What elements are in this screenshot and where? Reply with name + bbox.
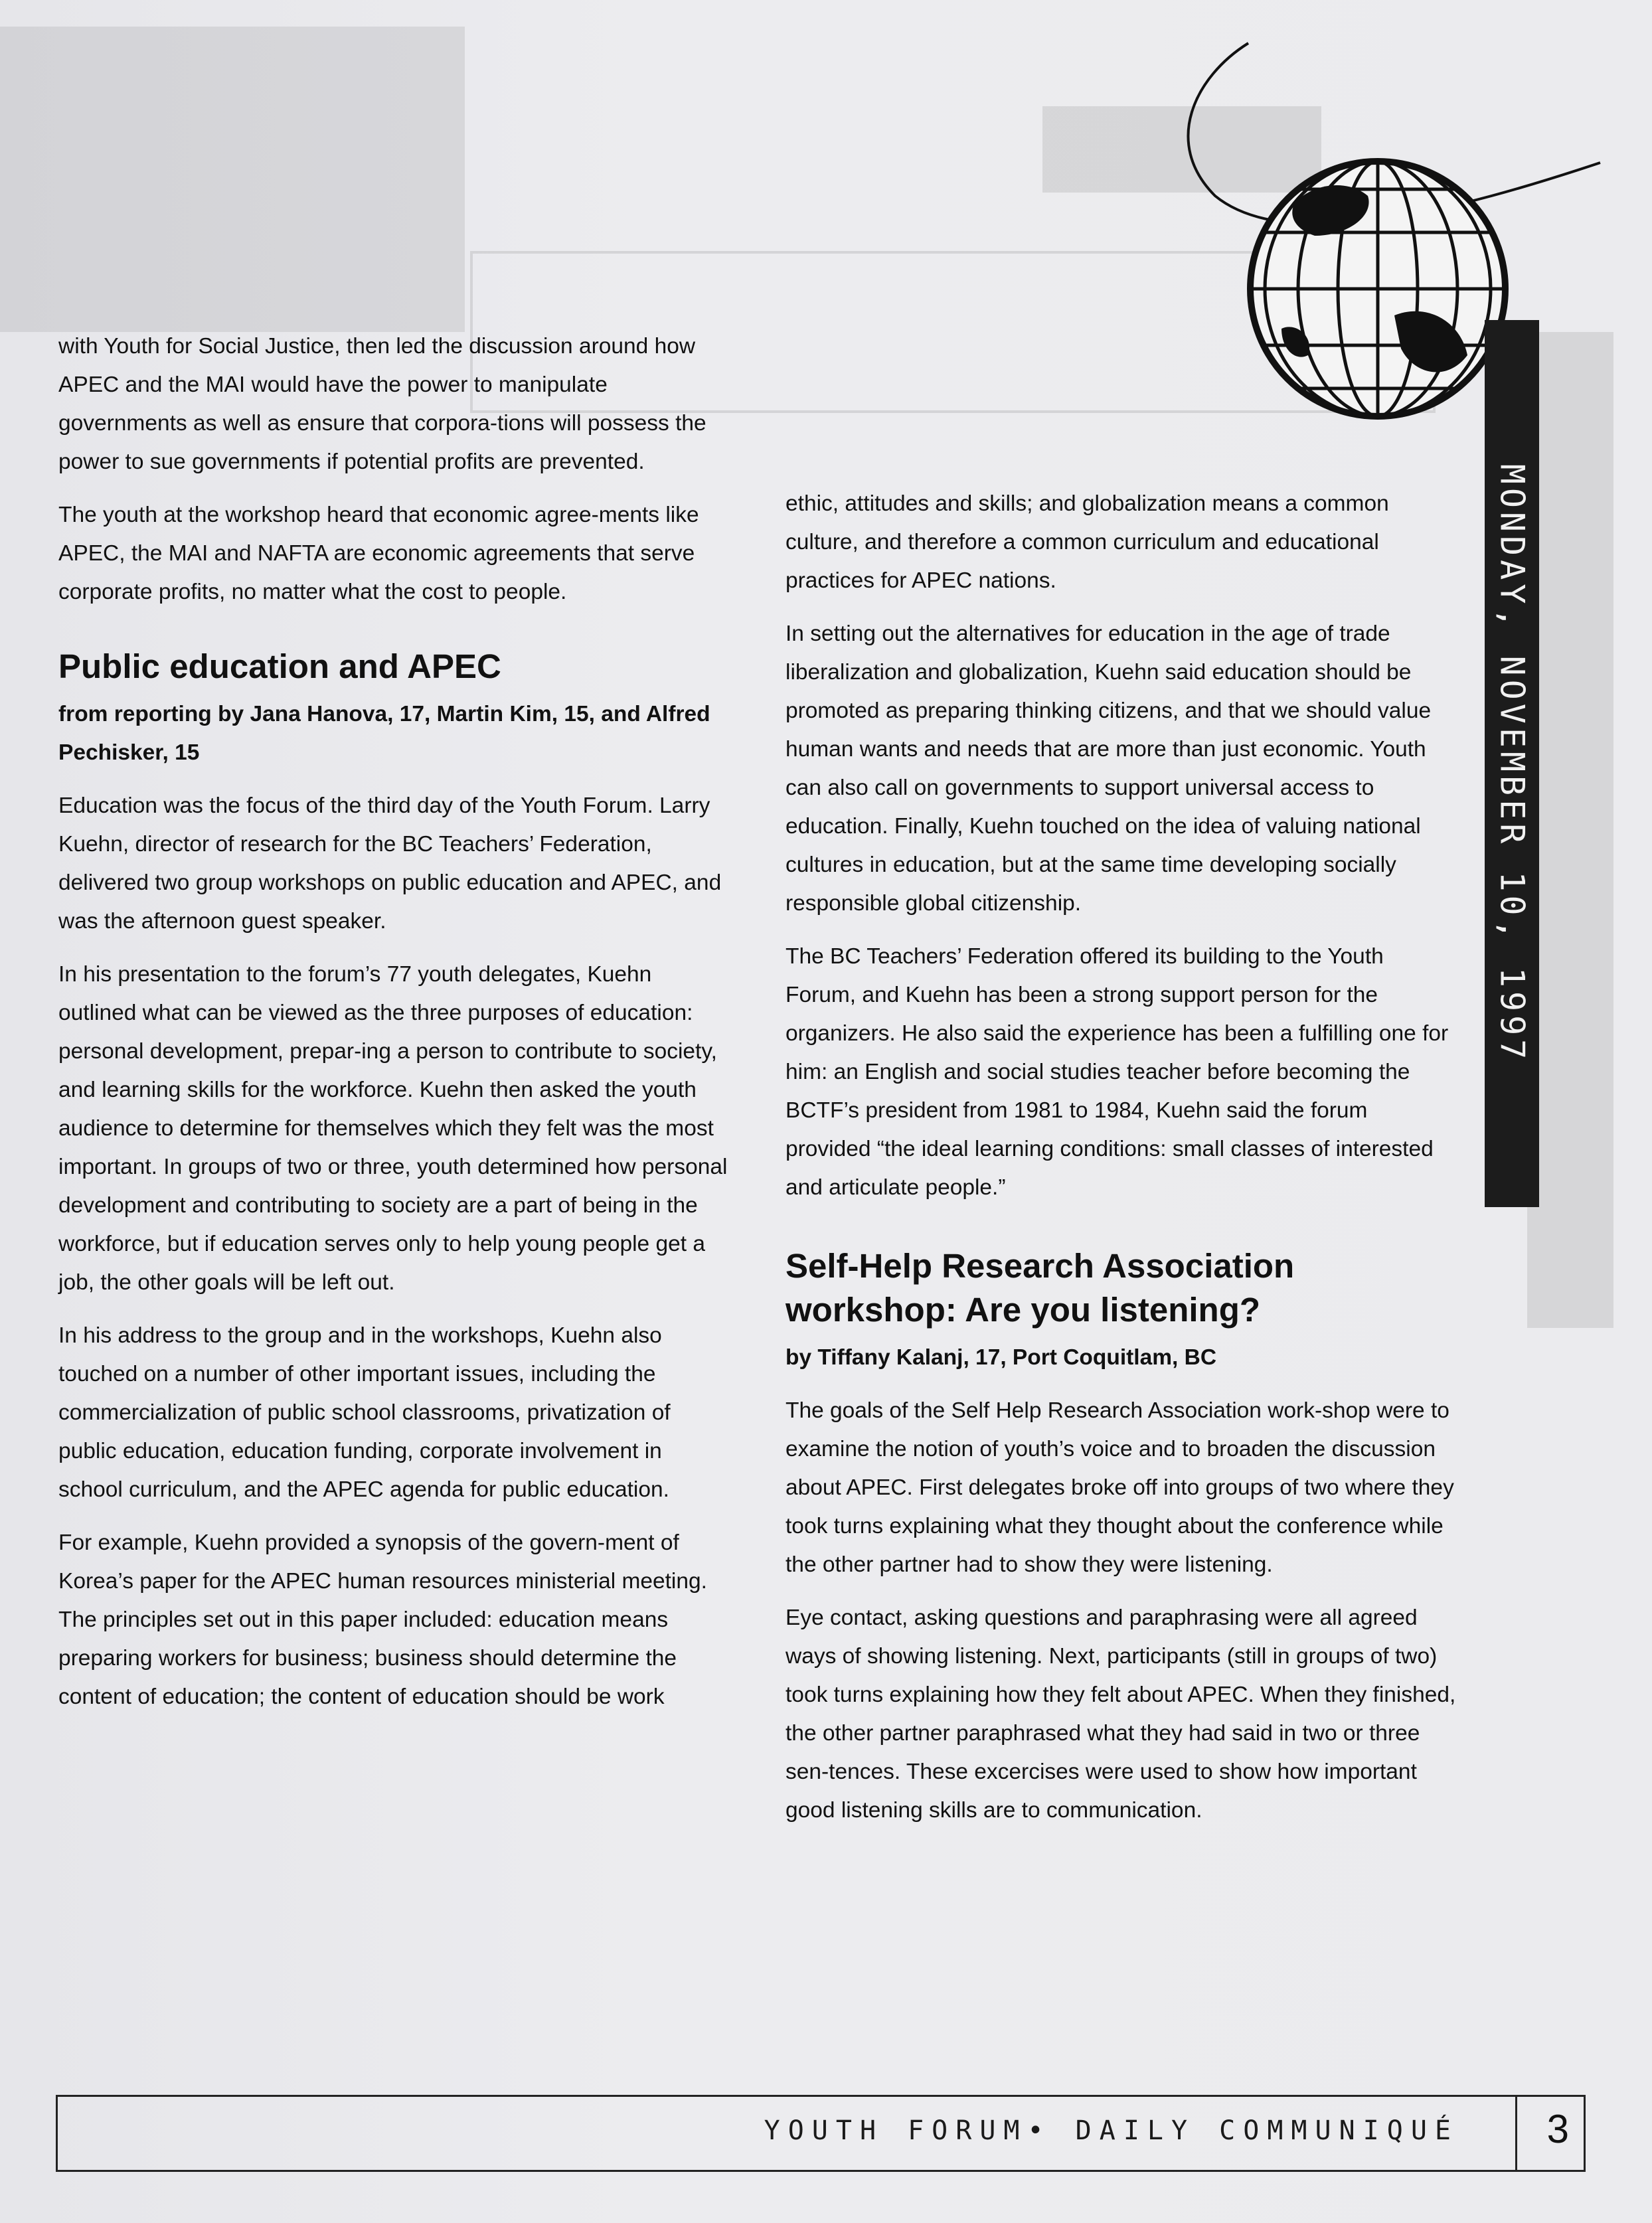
footer-divider — [1515, 2097, 1517, 2170]
article-heading-self-help: Self-Help Research Association workshop: Are you listening? — [785, 1247, 1295, 1329]
date-label: MONDAY, NOVEMBER 10, 1997 — [1493, 463, 1532, 1064]
article-paragraph: For example, Kuehn provided a synopsis of the govern-ment of Korea’s paper for the APEC human resources ministerial meeting. The principles set out in this paper included: education means preparing workers for business; business should determine the content of education; the content of education should be work — [58, 1530, 707, 1709]
article-paragraph: Eye contact, asking questions and paraphrasing were all agreed ways of showing listening. Next, participants (still in groups of two) took turns explaining how they felt about APEC. When they finished, the other partner paraphrased what they had said in two or three sen-tences. These excercises were used to show how important good listening skills are to communication. — [785, 1606, 1456, 1823]
article-paragraph: In his address to the group and in the workshops, Kuehn also touched on a number of other important issues, including the commercialization of public school classrooms, privatization of public education, education funding, corporate involvement in school curriculum, and the APEC agenda for public education. — [58, 1323, 671, 1502]
date-side-tab — [1485, 320, 1539, 1207]
article-heading-public-education: Public education and APEC — [58, 647, 501, 685]
continued-paragraph: ethic, attitudes and skills; and globalization means a common culture, and therefore a common curriculum and educational practices for APEC nations. — [785, 491, 1389, 593]
article-byline: by Tiffany Kalanj, 17, Port Coquitlam, BC — [785, 1345, 1217, 1370]
intro-paragraph: with Youth for Social Justice, then led the discussion around how APEC and the MAI would have the power to manipulate governments as well as ensure that corpora-tions will possess the power to sue governments if potential profits are prevented. — [58, 334, 706, 474]
footer-bar — [56, 2095, 1586, 2172]
intro-paragraph: The youth at the workshop heard that economic agree-ments like APEC, the MAI and NAFTA are economic agreements that serve corporate profits, no matter what the cost to people. — [58, 503, 699, 604]
article-paragraph: Education was the focus of the third day of the Youth Forum. Larry Kuehn, director of research for the BC Teachers’ Federation, delivered two group workshops on public education and APEC, and was the afternoon guest speaker. — [58, 793, 722, 934]
continued-paragraph: The BC Teachers’ Federation offered its building to the Youth Forum, and Kuehn has been a strong support person for the organizers. He also said the experience has been a fulfilling one for him: an English and social studies teacher before becoming the BCTF’s president from 1981 to 1984, Kuehn said the forum provided “the ideal learning conditions: small classes of interested and articulate people.” — [785, 944, 1449, 1200]
page-number: 3 — [1546, 2107, 1569, 2151]
continued-paragraph: In setting out the alternatives for education in the age of trade liberalization and globalization, Kuehn said education should be promoted as preparing thinking citizens, and that we should value human wants and needs that are more than just economic. Youth can also call on governments to support universal access to education. Finally, Kuehn touched on the idea of valuing national cultures in education, but at the same time developing socially responsible global citizenship. — [785, 621, 1432, 916]
right-column — [785, 485, 1456, 1845]
article-paragraph: In his presentation to the forum’s 77 youth delegates, Kuehn outlined what can be viewed as the three purposes of education: personal development, prepar-ing a person to contribute to society, and learning skills for the workforce. Kuehn then asked the youth audience to determine for themselves which they felt was the most important. In groups of two or three, youth determined how personal development and contributing to society are a part of being in the workforce, but if education serves only to help young people get a job, the other goals will be left out. — [58, 962, 728, 1295]
article-byline: from reporting by Jana Hanova, 17, Martin Kim, 15, and Alfred Pechisker, 15 — [58, 702, 710, 765]
publication-name: YOUTH FORUM• DAILY COMMUNIQUÉ — [764, 2115, 1459, 2146]
left-column — [58, 327, 729, 1731]
article-paragraph: The goals of the Self Help Research Association work-shop were to examine the notion of youth’s voice and to broaden the discussion about APEC. First delegates broke off into groups of two where they took turns explaining what they thought about the conference while the other partner had to show they were listening. — [785, 1398, 1454, 1577]
